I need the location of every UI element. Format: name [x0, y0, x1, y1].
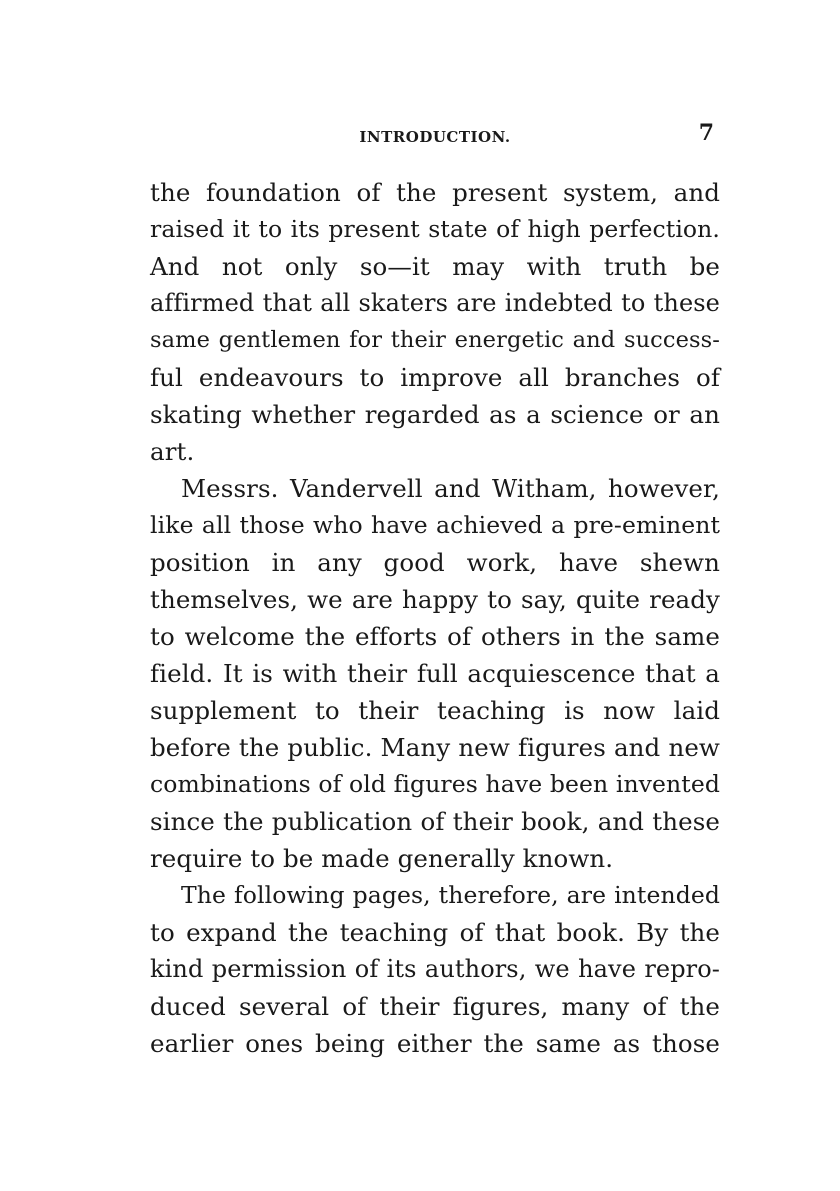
text-line: themselves, we are happy to say, quite ready	[150, 585, 720, 614]
text-line: duced several of their figures, many of the	[150, 992, 720, 1021]
text-line: since the publication of their book, and these	[150, 807, 720, 836]
text-line: position in any good work, have shewn	[150, 548, 720, 577]
text-line: require to be made generally known.	[150, 844, 614, 873]
running-title: INTRODUCTION.	[359, 128, 511, 146]
text-line: And not only so—it may with truth be	[150, 252, 720, 281]
text-line: The following pages, therefore, are intended	[181, 881, 720, 909]
text-line: supplement to their teaching is now laid	[150, 696, 720, 725]
text-line: like all those who have achieved a pre-eminent	[150, 511, 720, 539]
text-line: same gentlemen for their energetic and success-	[150, 327, 720, 353]
page-header	[150, 118, 720, 152]
text-line: kind permission of its authors, we have repro-	[150, 955, 720, 983]
text-line: skating whether regarded as a science or an	[150, 400, 720, 429]
text-line: ful endeavours to improve all branches of	[150, 363, 720, 392]
text-line: to expand the teaching of that book. By the	[150, 918, 720, 947]
text-line: the foundation of the present system, and	[150, 178, 720, 207]
text-line: affirmed that all skaters are indebted to these	[150, 289, 720, 317]
text-line: art.	[150, 437, 195, 466]
text-line: to welcome the efforts of others in the same	[150, 622, 720, 651]
text-line: raised it to its present state of high perfection.	[150, 215, 720, 243]
text-line: field. It is with their full acquiescence that a	[150, 659, 720, 688]
text-line: earlier ones being either the same as those	[150, 1029, 720, 1058]
body-text	[150, 174, 720, 1062]
text-line: combinations of old figures have been invented	[150, 770, 720, 798]
page-number: 7	[698, 120, 714, 146]
text-line: Messrs. Vandervell and Witham, however,	[181, 474, 720, 503]
text-line: before the public. Many new figures and new	[150, 733, 720, 762]
